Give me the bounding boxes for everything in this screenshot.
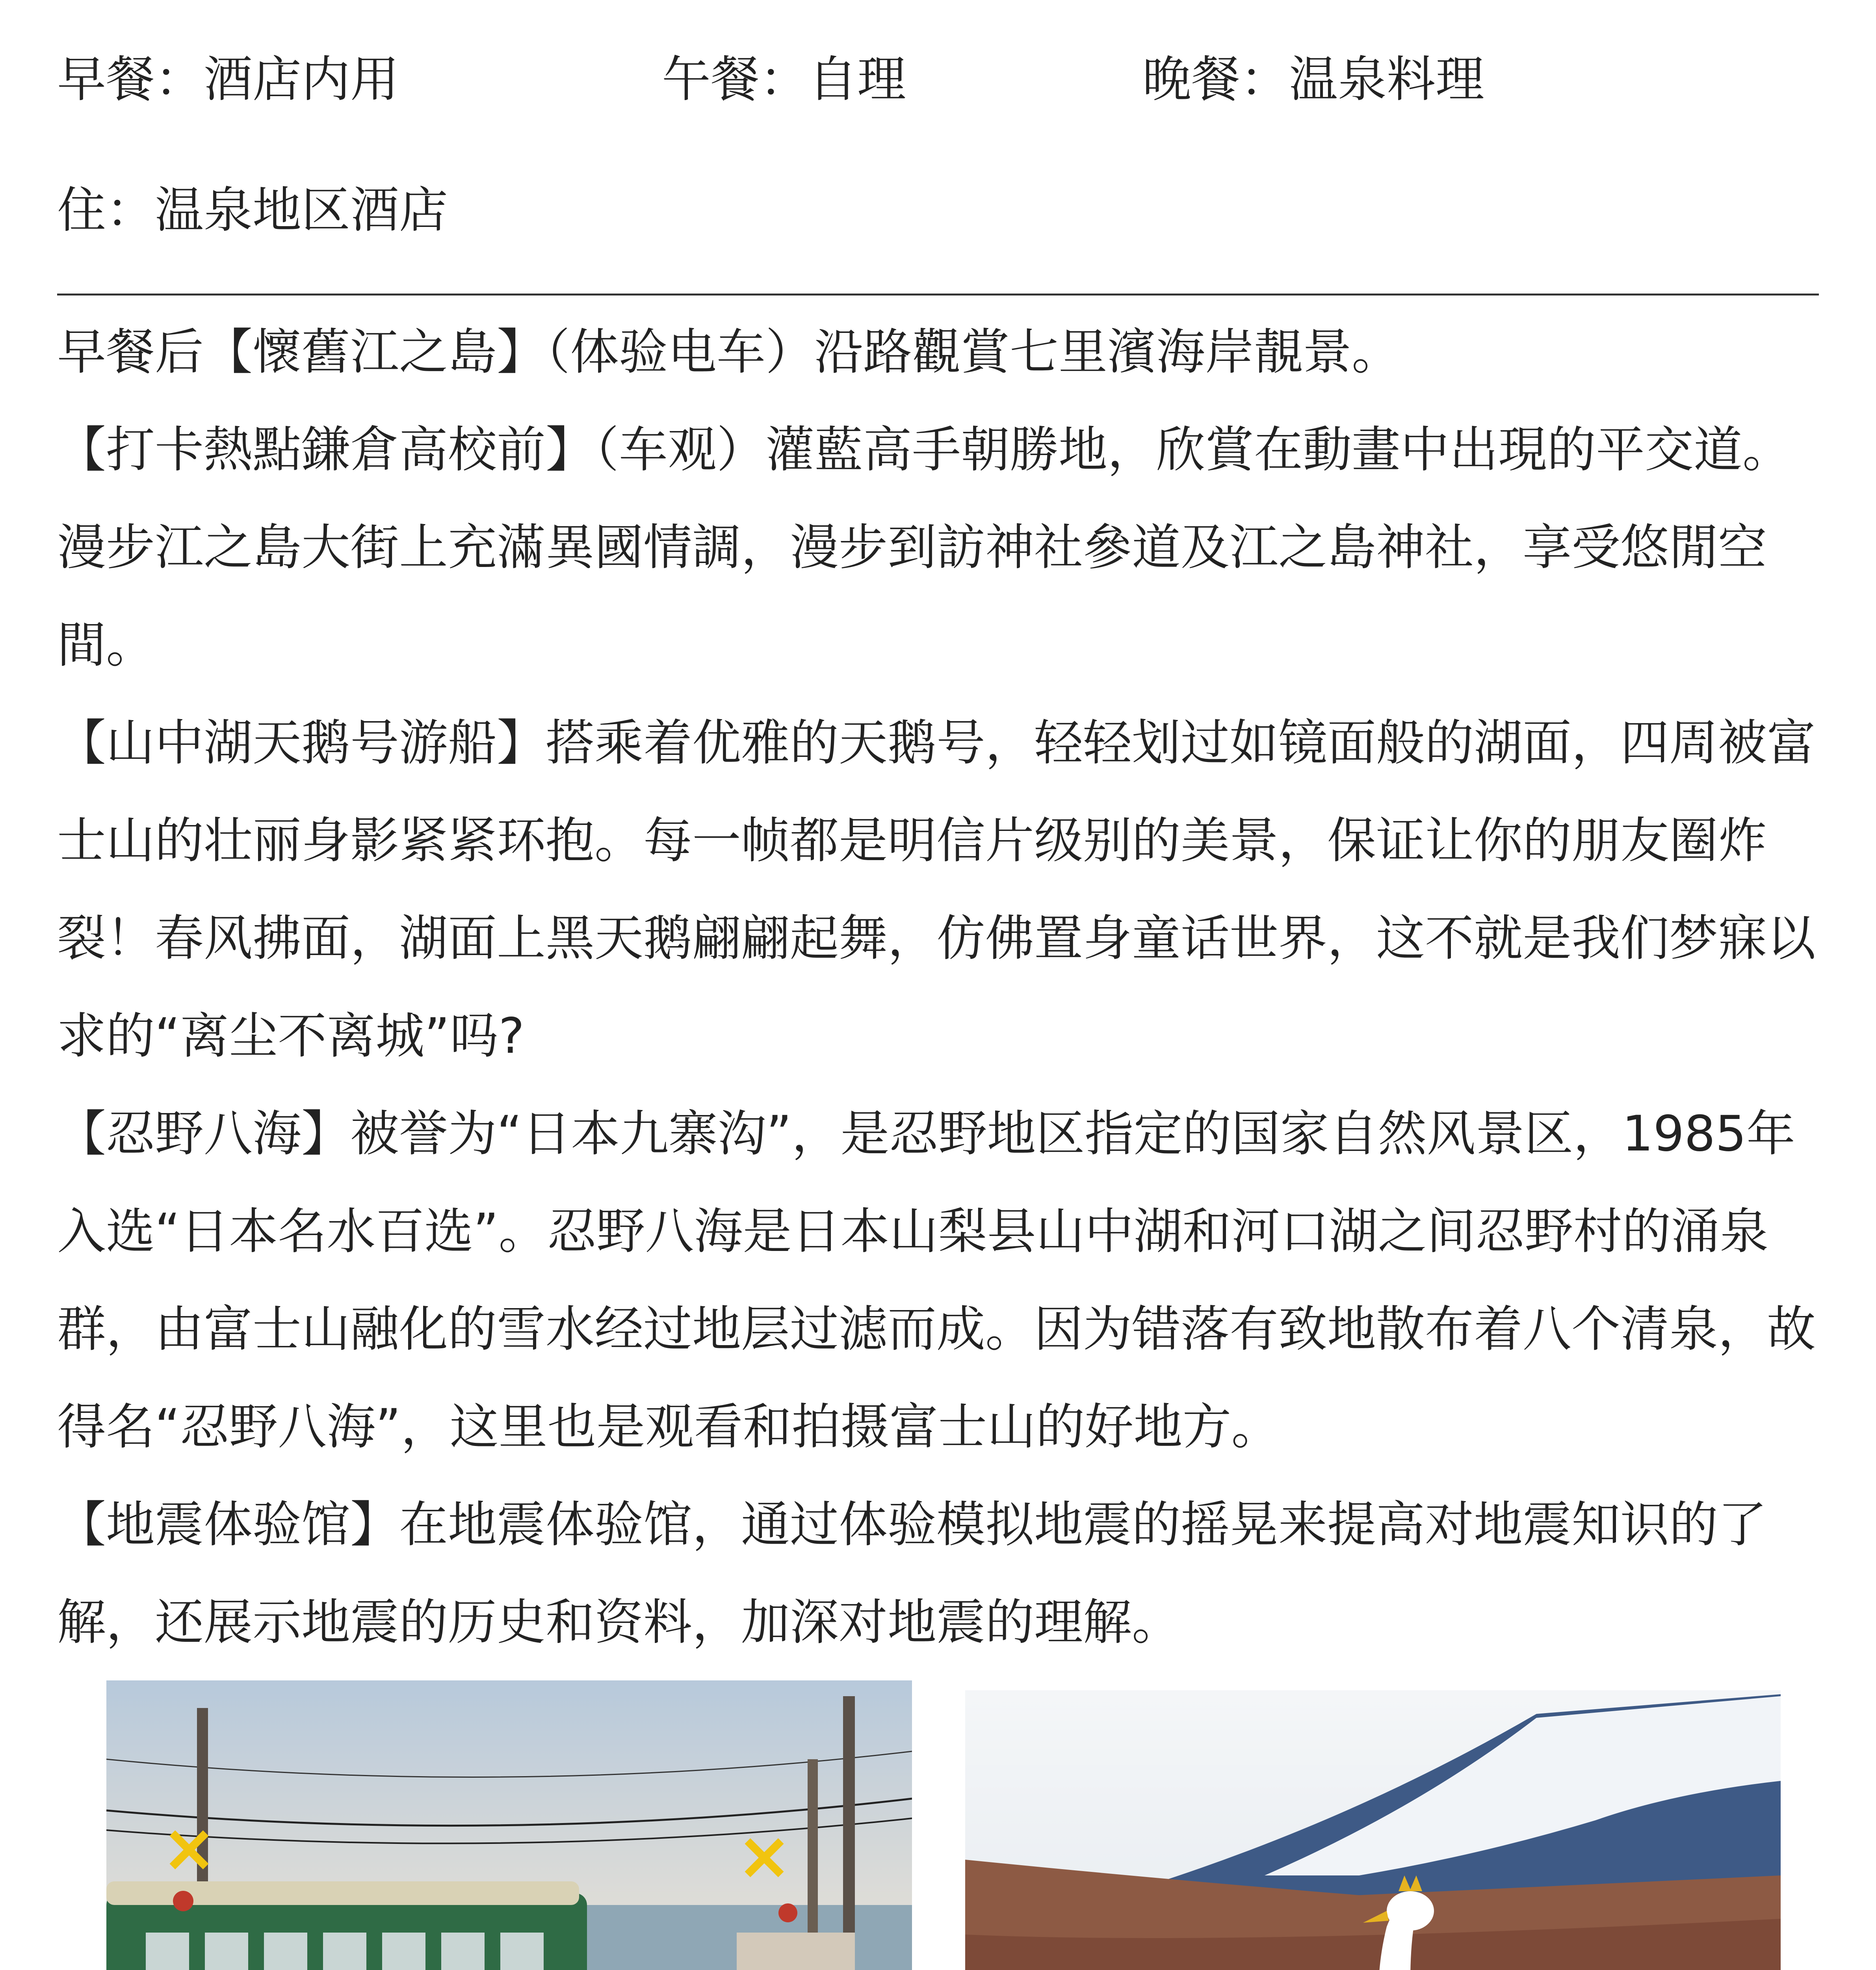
paragraph-enoshima: 早餐后【懷舊江之島】（体验电车）沿路觀賞七里濱海岸靚景。 <box>57 324 1401 381</box>
breakfast-label: 早餐：酒店内用 <box>57 51 399 108</box>
paragraph-swan-cruise: 【山中湖天鹅号游船】搭乘着优雅的天鹅号，轻轻划过如镜面般的湖面，四周被富士山的壮丽身影紧紧环抱。每一帧都是明信片级别的美景，保证让你的朋友圈炸裂！春风拂面，湖面上黑天鹅翩翩起舞，仿佛置身童话世界，这不就是我们梦寐以求的“离尘不离城”吗? <box>57 715 1816 1065</box>
divider-top <box>57 294 1819 296</box>
lunch-label: 午餐：自理 <box>662 51 906 108</box>
paragraph-earthquake-museum: 【地震体验馆】在地震体验馆，通过体验模拟地震的摇晃来提高对地震知识的了解，还展示地震的历史和资料，加深对地震的理解。 <box>57 1496 1767 1651</box>
stay-label: 住：温泉地区酒店 <box>57 182 448 239</box>
dinner-label: 晚餐：温泉料理 <box>1142 51 1485 108</box>
swan-boat-photo <box>965 1690 1781 1970</box>
paragraph-oshino-hakkai: 【忍野八海】被誉为“日本九寨沟”，是忍野地区指定的国家自然风景区，1985年入选“日本名水百选”。忍野八海是日本山梨县山中湖和河口湖之间忍野村的涌泉群，由富士山融化的雪水经过地层过滤而成。因为错落有致地散布着八个清泉，故得名“忍野八海”，这里也是观看和拍摄富士山的好地方。 <box>57 1106 1816 1455</box>
itinerary-text <box>57 303 1819 1671</box>
enoden-tram-photo <box>106 1680 912 1970</box>
paragraph-kamakura: 【打卡熱點鎌倉高校前】（车观）灌藍高手朝勝地，欣賞在動畫中出現的平交道。漫步江之島大街上充滿異國情調，漫步到訪神社參道及江之島神社，享受悠閒空間。 <box>57 422 1792 674</box>
